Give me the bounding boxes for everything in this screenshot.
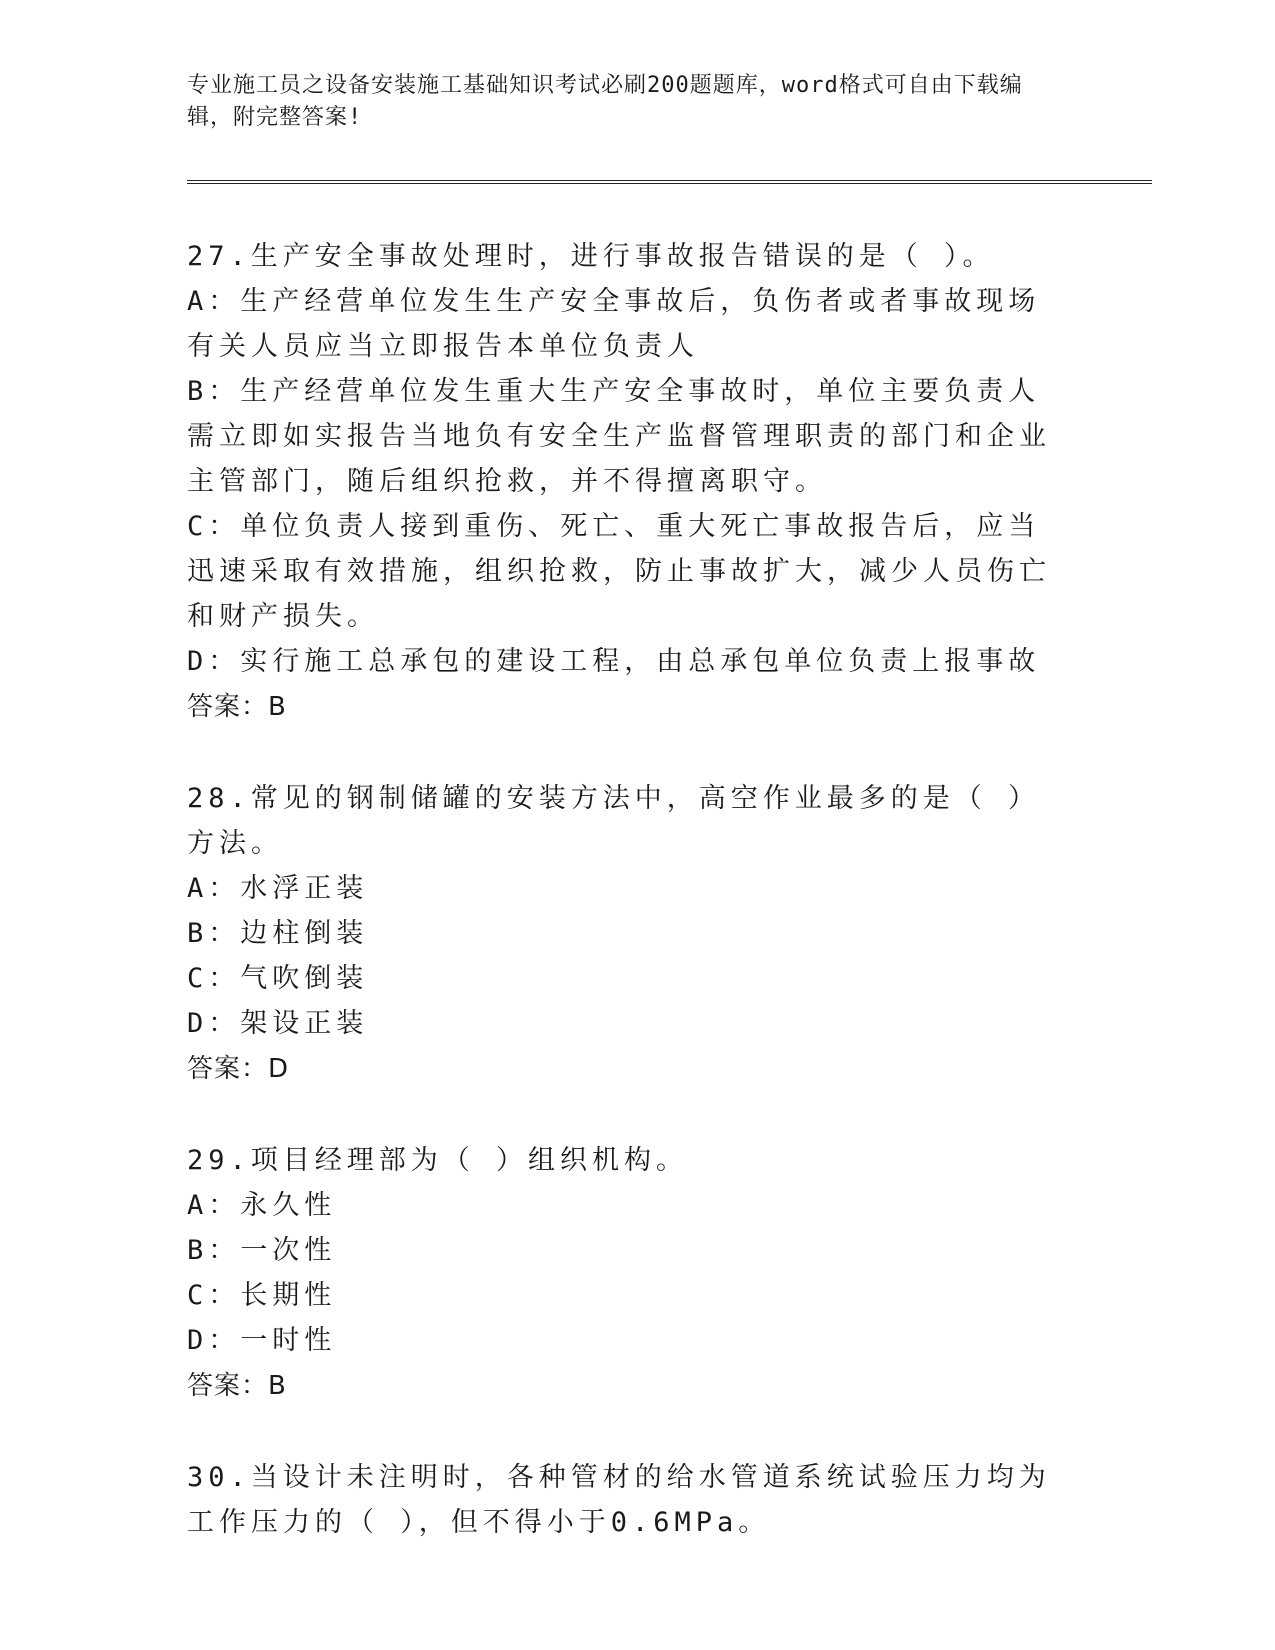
- question-stem: 28.常见的钢制储罐的安装方法中，高空作业最多的是（ ）方法。: [187, 783, 1041, 859]
- answer-label: 答案：D: [187, 1054, 290, 1084]
- option-d: D：一时性: [187, 1325, 337, 1356]
- question-stem: 30.当设计未注明时，各种管材的给水管道系统试验压力均为工作压力的（ ），但不得小于0.6MPa。: [187, 1462, 1051, 1538]
- option-b: B：边柱倒装: [187, 918, 369, 949]
- answer-label: 答案：B: [187, 692, 287, 722]
- question-30: [187, 1455, 1152, 1545]
- option-a: A：生产经营单位发生生产安全事故后，负伤者或者事故现场有关人员应当立即报告本单位负责人: [187, 286, 1041, 362]
- option-b: B：生产经营单位发生重大生产安全事故时，单位主要负责人需立即如实报告当地负有安全生产监督管理职责的部门和企业主管部门，随后组织抢救，并不得擅离职守。: [187, 376, 1051, 497]
- option-c: C：单位负责人接到重伤、死亡、重大死亡事故报告后，应当迅速采取有效措施，组织抢救，防止事故扩大，减少人员伤亡和财产损失。: [187, 511, 1051, 632]
- option-a: A：水浮正装: [187, 873, 369, 904]
- question-list: [187, 234, 1152, 1545]
- question-29: [187, 1138, 1152, 1409]
- question-28: [187, 776, 1152, 1092]
- question-stem: 29.项目经理部为（ ）组织机构。: [187, 1145, 689, 1176]
- question-27: [187, 234, 1152, 730]
- option-c: C：长期性: [187, 1280, 337, 1311]
- document-page: [187, 70, 1152, 1591]
- option-d: D：架设正装: [187, 1008, 369, 1039]
- answer-label: 答案：B: [187, 1371, 287, 1401]
- option-a: A：永久性: [187, 1190, 337, 1221]
- header-divider: [187, 180, 1152, 184]
- document-header: 专业施工员之设备安装施工基础知识考试必刷200题题库，word格式可自由下载编辑，附完整答案!: [187, 73, 1023, 130]
- option-d: D：实行施工总承包的建设工程，由总承包单位负责上报事故: [187, 646, 1041, 677]
- option-b: B：一次性: [187, 1235, 337, 1266]
- question-stem: 27.生产安全事故处理时，进行事故报告错误的是（ ）。: [187, 241, 995, 272]
- option-c: C：气吹倒装: [187, 963, 369, 994]
